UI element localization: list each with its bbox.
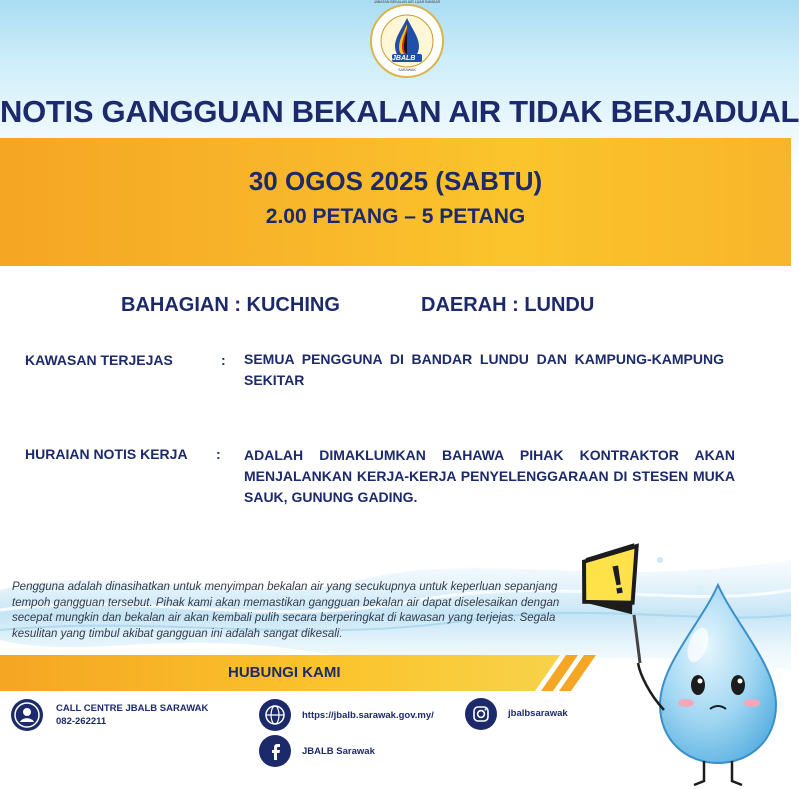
logo-ring-bottom: SARAWAK [398, 68, 416, 72]
instagram-handle[interactable]: jbalbsarawak [508, 708, 568, 719]
globe-icon [258, 698, 292, 732]
logo-ring-top: JABATAN BEKALAN AIR LUAR BANDAR [373, 0, 441, 4]
kawasan-value: SEMUA PENGGUNA DI BANDAR LUNDU DAN KAMPUNG-KAMPUNG SEKITAR [244, 351, 724, 388]
date-band [0, 138, 791, 266]
notice-date: 30 OGOS 2025 (SABTU) [248, 166, 543, 196]
instagram-icon [464, 697, 498, 731]
daerah-label: DAERAH : LUNDU [421, 294, 595, 316]
facebook-icon [258, 734, 292, 768]
kawasan-colon: : [221, 352, 226, 368]
call-centre-phone[interactable]: 082-262211 [56, 716, 107, 727]
advisory-note: Pengguna adalah dinasihatkan untuk menyimpan bekalan air yang secukupnya untuk keperluan sepanjang tempoh gangguan tersebut. Pihak kami akan memastikan gangguan bekalan air dapat diselesaikan dengan secepat mungkin dan bekalan air akan kembali pulih secara berperingkat di kawasan yang terjejas. Segala kesulitan yang timbul akibat gangguan ini adalah sangat dikesali. [12, 581, 560, 640]
svg-text:!: ! [607, 557, 629, 604]
jbalb-logo [370, 4, 444, 78]
contact-title: HUBUNGI KAMI [228, 664, 341, 681]
phone-user-icon [10, 698, 44, 732]
huraian-value: ADALAH DIMAKLUMKAN BAHAWA PIHAK KONTRAKTOR AKAN MENJALANKAN KERJA-KERJA PENYELENGGARAAN DI STESEN MUKA SAUK, GUNUNG GADING. [244, 447, 735, 505]
kawasan-label: KAWASAN TERJEJAS [25, 352, 173, 368]
website-link[interactable]: https://jbalb.sarawak.gov.my/ [302, 710, 434, 721]
logo-brand: JBALB [392, 55, 416, 62]
call-centre-label: CALL CENTRE JBALB SARAWAK [56, 703, 209, 714]
notice-time: 2.00 PETANG – 5 PETANG [265, 205, 526, 228]
huraian-colon: : [216, 446, 221, 462]
huraian-label: HURAIAN NOTIS KERJA [25, 446, 188, 462]
water-drop-mascot [607, 545, 791, 789]
notice-title: NOTIS GANGGUAN BEKALAN AIR TIDAK BERJADUAL [0, 94, 799, 129]
bahagian-label: BAHAGIAN : KUCHING [121, 294, 340, 316]
facebook-page[interactable]: JBALB Sarawak [302, 746, 375, 757]
